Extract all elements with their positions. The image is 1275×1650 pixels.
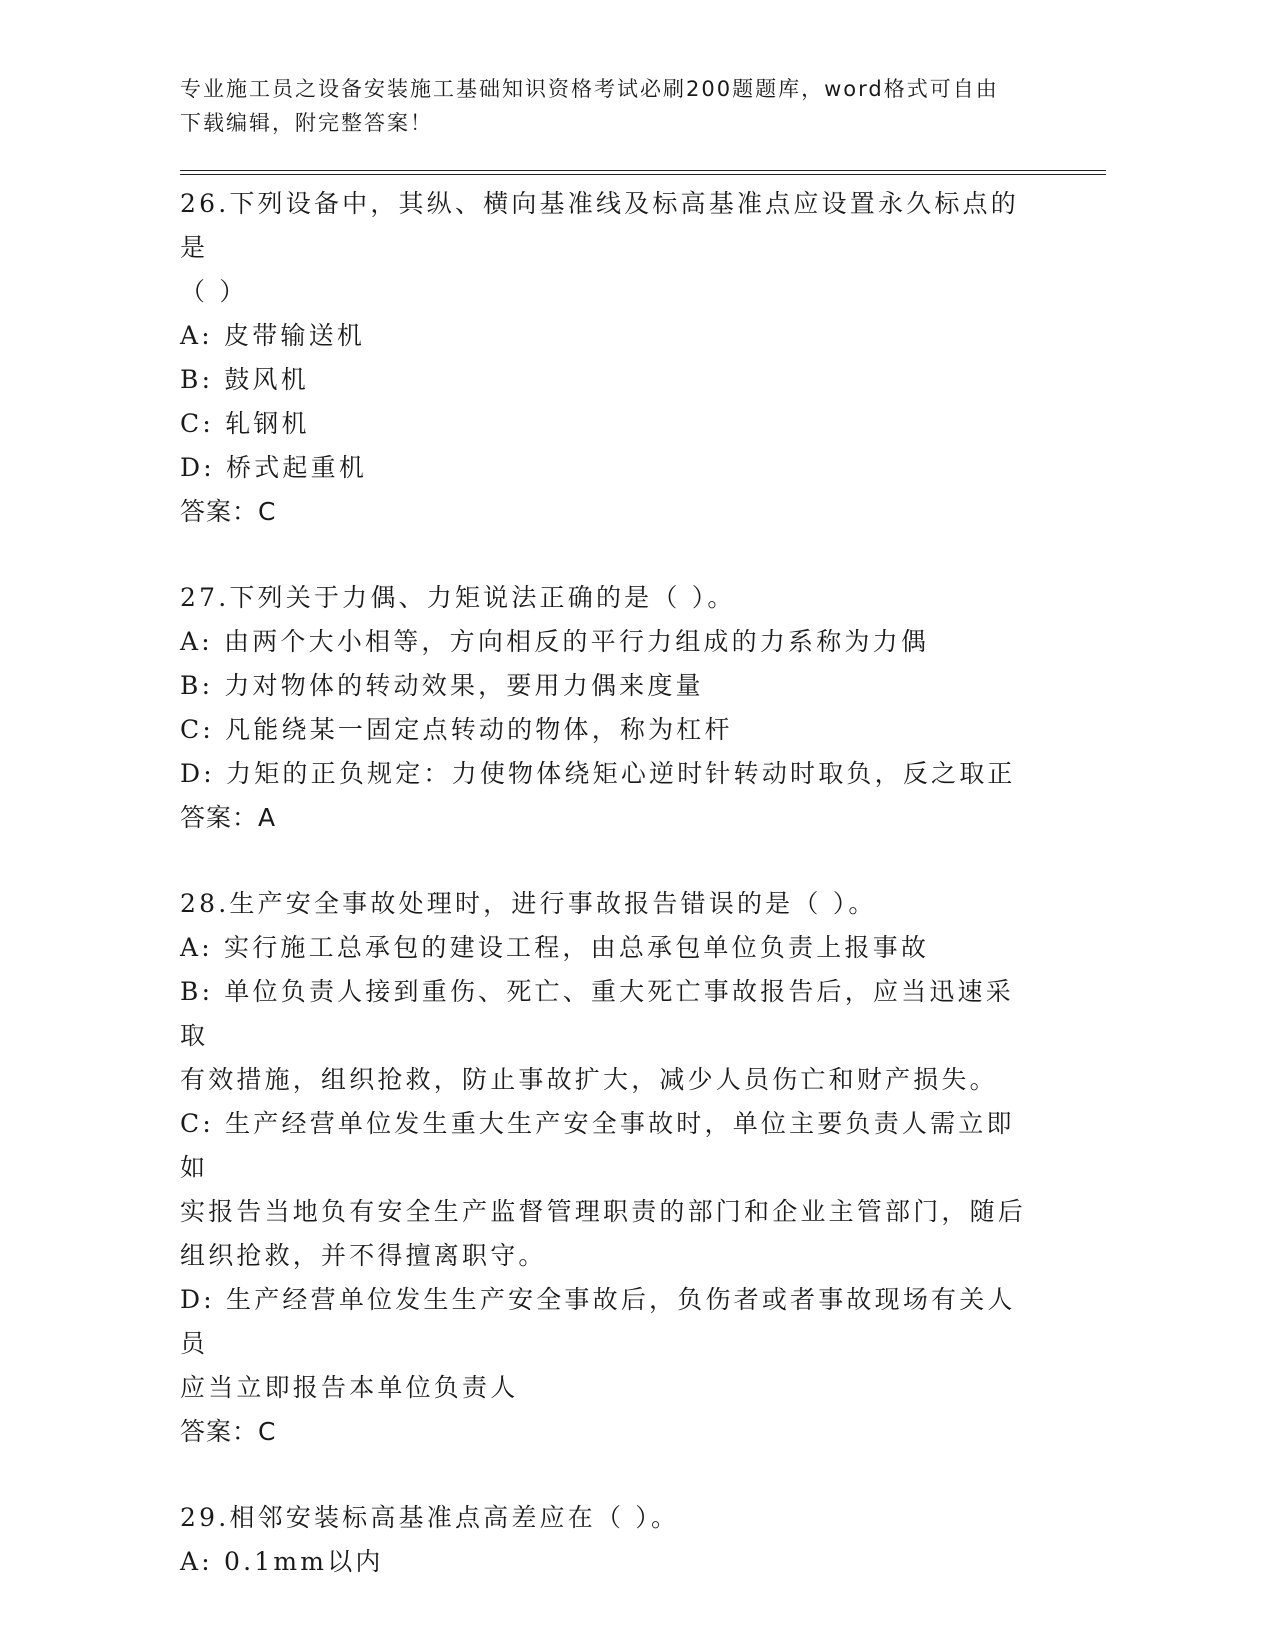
question-28-option-b: B: 单位负责人接到重伤、死亡、重大死亡事故报告后，应当迅速采取 bbox=[180, 977, 1014, 1050]
question-28-option-d: D: 生产经营单位发生生产安全事故后，负伤者或者事故现场有关人员 bbox=[180, 1285, 1016, 1358]
header-line-1: 专业施工员之设备安装施工基础知识资格考试必刷200题题库，word格式可自由 bbox=[180, 77, 999, 101]
question-28-option-c-cont-1: 实报告当地负有安全生产监督管理职责的部门和企业主管部门，随后 bbox=[180, 1197, 1027, 1226]
question-28-option-c: C: 生产经营单位发生重大生产安全事故时，单位主要负责人需立即如 bbox=[180, 1109, 1015, 1182]
question-26-stem: 26.下列设备中，其纵、横向基准线及标高基准点应设置永久标点的是 bbox=[180, 189, 1019, 262]
question-27-option-a: A: 由两个大小相等，方向相反的平行力组成的力系称为力偶 bbox=[180, 627, 930, 656]
question-list bbox=[180, 182, 1040, 1626]
question-27 bbox=[180, 576, 1040, 840]
question-26-option-d: D: 桥式起重机 bbox=[180, 453, 368, 482]
question-29-option-a: A: 0.1mm以内 bbox=[180, 1547, 384, 1576]
question-26 bbox=[180, 182, 1040, 534]
question-28-option-b-cont: 有效措施，组织抢救，防止事故扩大，减少人员伤亡和财产损失。 bbox=[180, 1065, 998, 1094]
question-28 bbox=[180, 882, 1040, 1454]
header-divider bbox=[180, 170, 1106, 175]
question-27-option-d: D: 力矩的正负规定：力使物体绕矩心逆时针转动时取负，反之取正 bbox=[180, 759, 1016, 788]
question-27-option-c: C: 凡能绕某一固定点转动的物体，称为杠杆 bbox=[180, 715, 733, 744]
question-26-answer: 答案：C bbox=[180, 497, 277, 526]
question-28-option-c-cont-2: 组织抢救，并不得擅离职守。 bbox=[180, 1241, 547, 1270]
question-26-option-b: B: 鼓风机 bbox=[180, 365, 309, 394]
question-27-stem: 27.下列关于力偶、力矩说法正确的是（ ）。 bbox=[180, 583, 736, 612]
document-header bbox=[180, 72, 1040, 140]
document-page bbox=[180, 0, 1110, 1650]
question-26-stem-cont: （ ） bbox=[180, 277, 248, 306]
question-28-option-d-cont: 应当立即报告本单位负责人 bbox=[180, 1373, 519, 1402]
question-27-answer: 答案：A bbox=[180, 803, 277, 832]
question-28-answer: 答案：C bbox=[180, 1417, 277, 1446]
question-28-stem: 28.生产安全事故处理时，进行事故报告错误的是（ ）。 bbox=[180, 889, 877, 918]
header-line-2: 下载编辑，附完整答案！ bbox=[180, 111, 433, 135]
question-26-option-c: C: 轧钢机 bbox=[180, 409, 310, 438]
question-26-option-a: A: 皮带输送机 bbox=[180, 321, 366, 350]
question-29-stem: 29.相邻安装标高基准点高差应在（ ）。 bbox=[180, 1503, 680, 1532]
question-29 bbox=[180, 1496, 1040, 1584]
question-27-option-b: B: 力对物体的转动效果，要用力偶来度量 bbox=[180, 671, 704, 700]
question-28-option-a: A: 实行施工总承包的建设工程，由总承包单位负责上报事故 bbox=[180, 933, 930, 962]
